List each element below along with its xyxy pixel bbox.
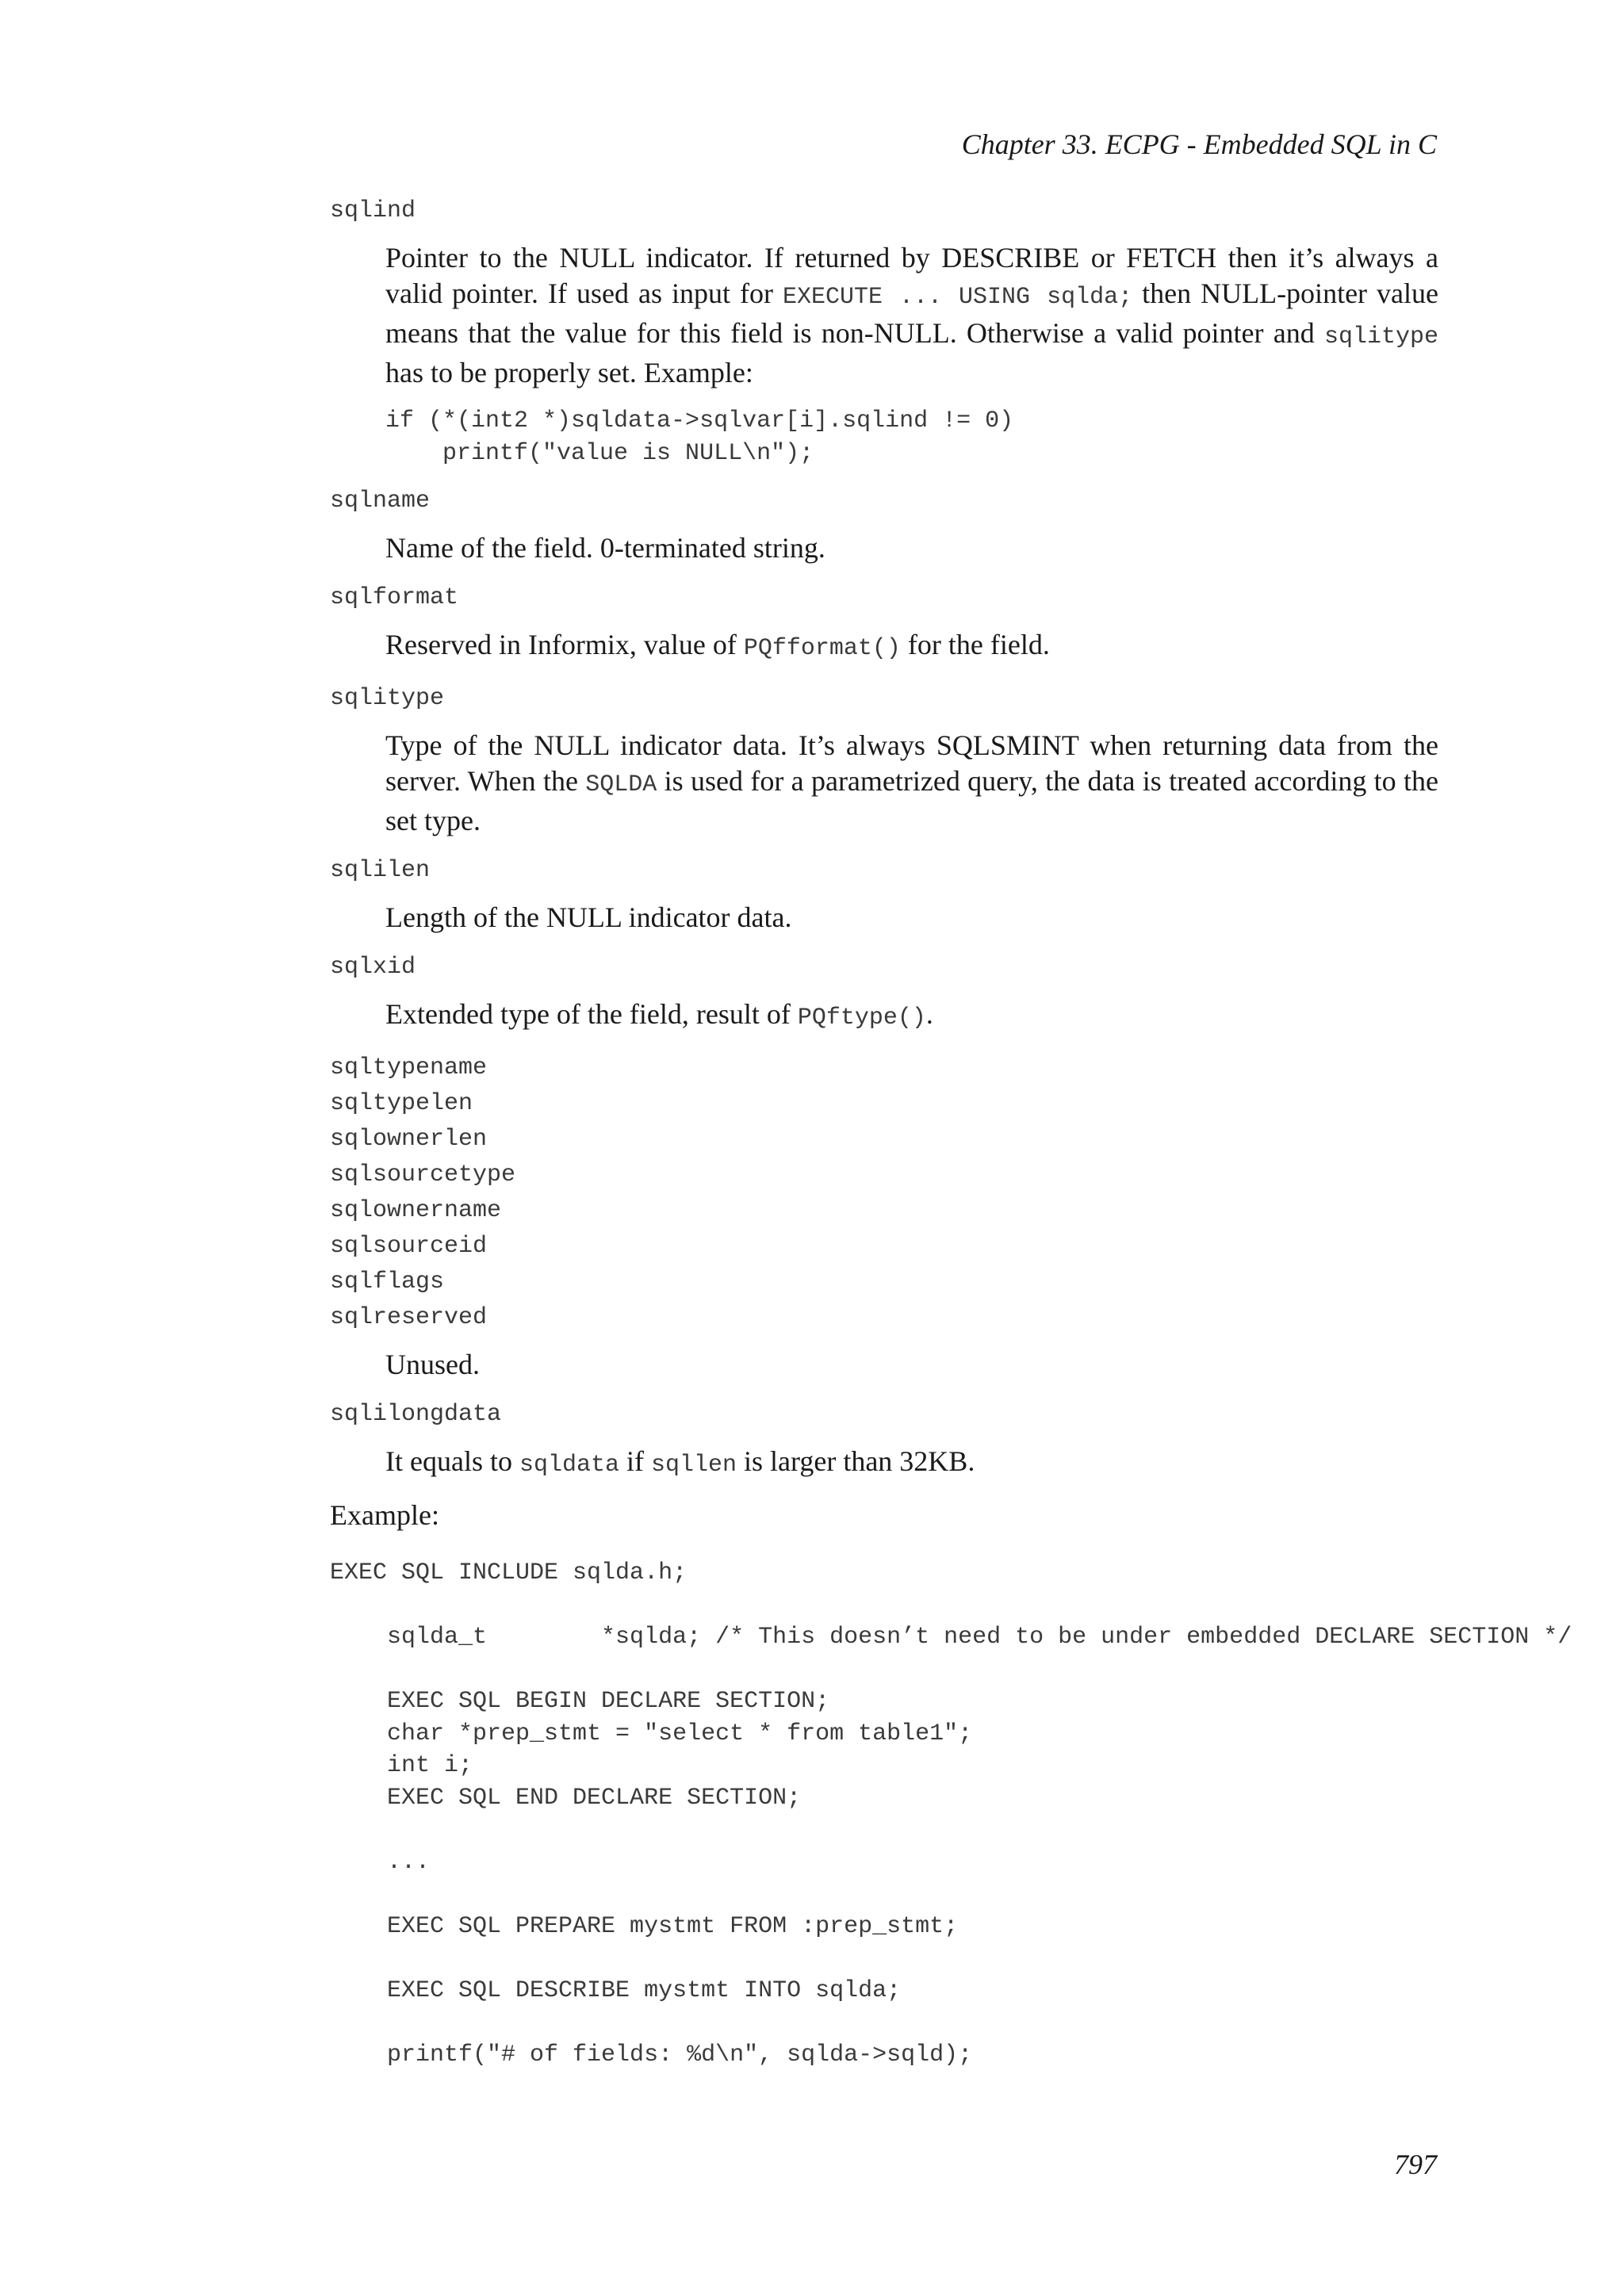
definition-text: Pointer to the NULL indicator. If returned by DESCRIBE or FETCH then it’s always a valid pointer. If used as input for xyxy=(385,242,1438,309)
inline-code: PQfformat() xyxy=(743,635,901,662)
definition-unused: Unused. xyxy=(385,1349,480,1380)
inline-code: sqlitype xyxy=(1323,323,1438,350)
term-sqlreserved: sqlreserved xyxy=(330,1304,488,1331)
definition-text: . xyxy=(925,998,933,1030)
definition-sqlitype xyxy=(385,728,1438,839)
example-label: Example: xyxy=(330,1499,439,1531)
term-sqlformat: sqlformat xyxy=(330,584,459,611)
term-sqlxid: sqlxid xyxy=(330,954,416,981)
inline-code: sqllen xyxy=(651,1452,737,1479)
sqlind-example-code: if (*(int2 *)sqldata->sqlvar[i].sqlind != 0) printf("value is NULL\n"); xyxy=(385,408,1014,467)
definition-sqlformat xyxy=(385,627,1438,667)
definition-sqlind xyxy=(385,240,1438,391)
term-sqltypename: sqltypename xyxy=(330,1054,488,1081)
example-code-block: EXEC SQL INCLUDE sqlda.h; sqlda_t *sqlda; /* This doesn’t need to be under embedded DECLARE SECTION */ EXEC SQL BEGIN DECLARE SECTION; char *prep_stmt = "select * from table1"; int i; EXEC SQL END DECLARE SECTION; ... EXEC SQL PREPARE mystmt FROM :prep_stmt; EXEC SQL DESCRIBE mystmt INTO sqlda; printf("# of fields: %d\n", sqlda->sqld); xyxy=(330,1559,1572,2068)
definition-text: Extended type of the field, result of xyxy=(385,998,798,1030)
inline-code: SQLDA xyxy=(585,771,657,798)
page-content xyxy=(330,193,1572,2071)
inline-code: PQftype() xyxy=(797,1004,926,1031)
definition-sqlilen: Length of the NULL indicator data. xyxy=(385,901,792,933)
definition-text: is larger than 32KB. xyxy=(737,1445,975,1477)
page-number: 797 xyxy=(1394,2149,1437,2180)
term-sqlname: sqlname xyxy=(330,488,431,515)
term-sqlsourceid: sqlsourceid xyxy=(330,1233,488,1260)
inline-code: sqldata xyxy=(519,1452,619,1479)
definition-sqlxid xyxy=(385,997,1438,1036)
definition-text: if xyxy=(619,1445,651,1477)
unused-term-group xyxy=(330,1050,1438,1336)
term-sqlitype: sqlitype xyxy=(330,685,445,712)
definition-sqlname: Name of the field. 0-terminated string. xyxy=(385,532,825,564)
definition-sqlilongdata xyxy=(385,1444,1438,1483)
term-sqlownerlen: sqlownerlen xyxy=(330,1126,488,1153)
term-sqltypelen: sqltypelen xyxy=(330,1090,473,1117)
term-sqlflags: sqlflags xyxy=(330,1269,445,1295)
definition-text: Reserved in Informix, value of xyxy=(385,629,744,660)
term-sqlind: sqlind xyxy=(330,197,416,224)
term-sqlilongdata: sqlilongdata xyxy=(330,1401,502,1428)
definition-text: It equals to xyxy=(385,1445,519,1477)
inline-code: EXECUTE ... USING sqlda; xyxy=(782,284,1133,311)
definition-text: is used for a parametrized query, the data is treated according to the set type. xyxy=(385,765,1438,836)
definition-text: has to be properly set. Example: xyxy=(385,357,753,388)
running-header: Chapter 33. ECPG - Embedded SQL in C xyxy=(961,128,1437,160)
term-sqlownername: sqlownername xyxy=(330,1197,502,1224)
definition-text: for the field. xyxy=(900,629,1050,660)
definition-text: then NULL-pointer value means that the value for this field is non-NULL. Otherwise a valid pointer and xyxy=(385,277,1439,349)
definition-text: Type of the NULL indicator data. It’s always SQLSMINT when returning data from the server. When the xyxy=(385,729,1438,797)
term-sqlilen: sqlilen xyxy=(330,857,431,884)
term-sqlsourcetype: sqlsourcetype xyxy=(330,1161,516,1188)
